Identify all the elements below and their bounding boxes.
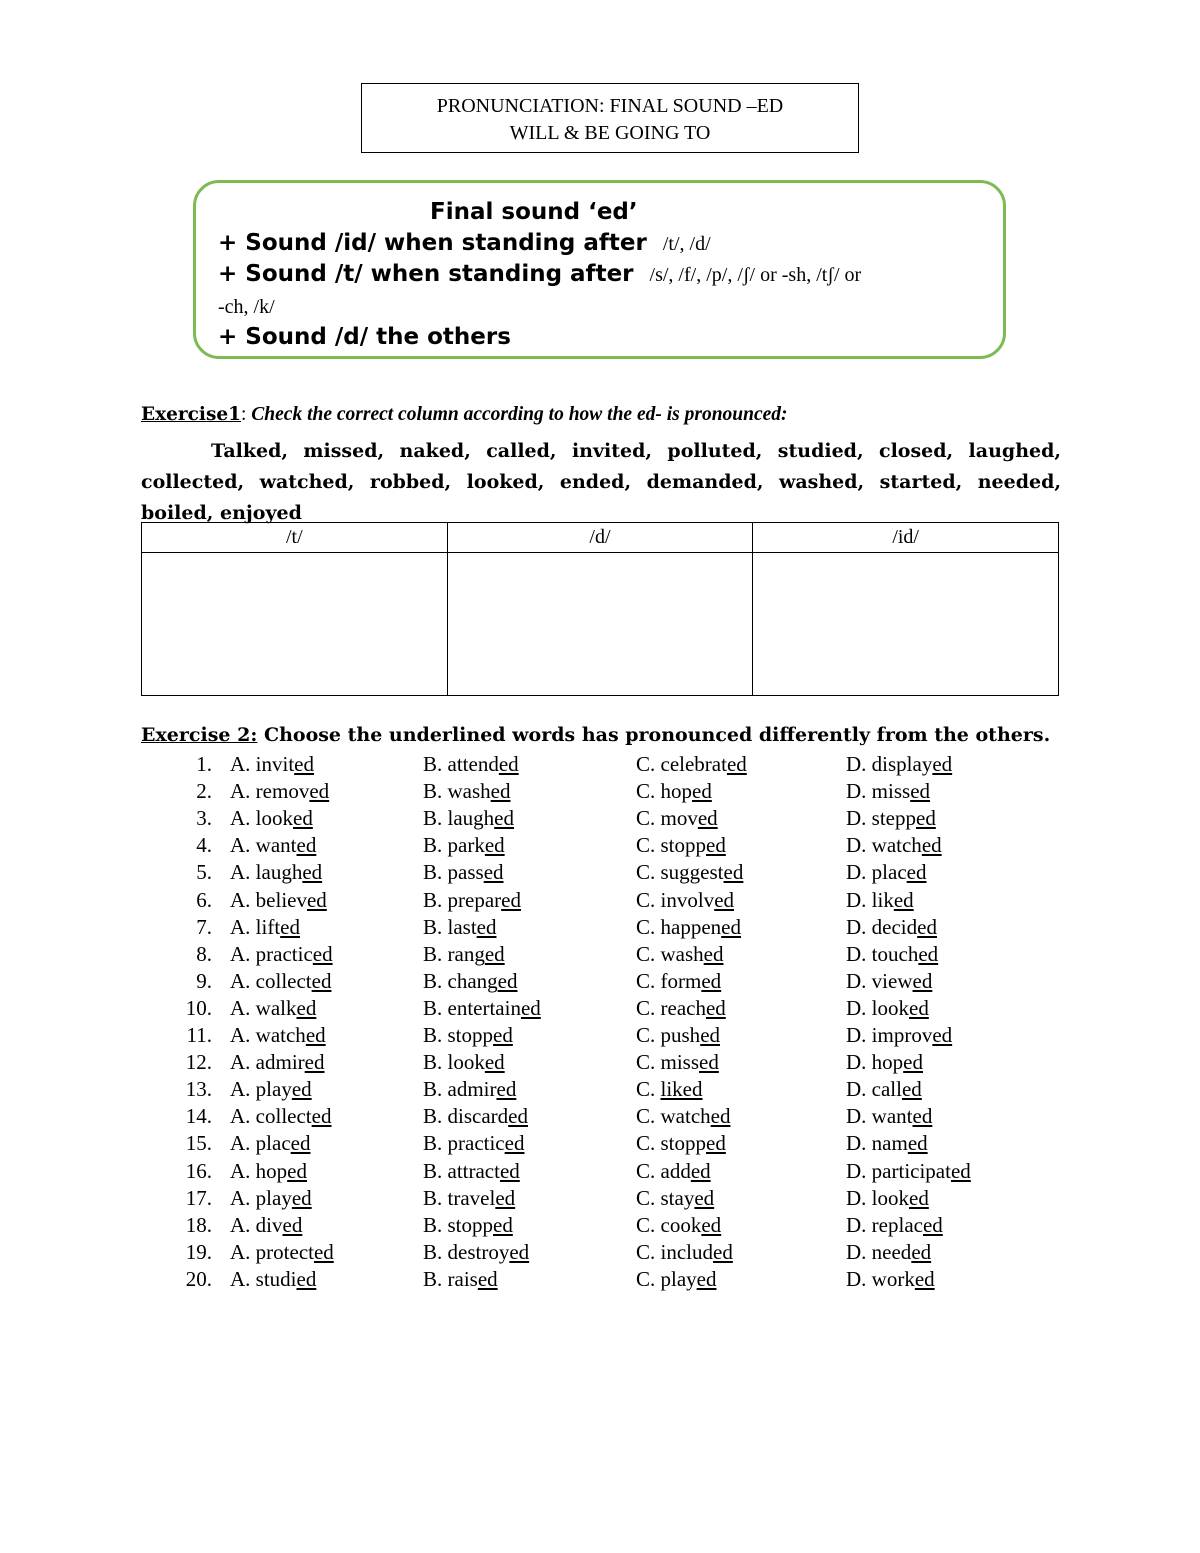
- underlined-part: ed: [498, 752, 519, 776]
- option-d[interactable]: [846, 942, 938, 967]
- underlined-part: ed: [721, 914, 741, 939]
- option-b[interactable]: [423, 752, 519, 777]
- option-text: A. admir: [230, 1050, 305, 1075]
- underlined-part: ed: [493, 1023, 513, 1047]
- underlined-part: ed: [700, 1023, 721, 1047]
- underlined-part: ed: [499, 1158, 520, 1183]
- question-number: 12.: [185, 1050, 212, 1075]
- option-d[interactable]: [846, 860, 926, 885]
- option-text: B. admir: [423, 1077, 497, 1102]
- underlined-part: ed: [497, 968, 518, 993]
- option-c[interactable]: [636, 1159, 711, 1184]
- exercise2-label: Exercise 2:: [141, 724, 258, 746]
- underlined-part: ed: [705, 995, 726, 1020]
- option-text: B. stopp: [423, 1212, 494, 1237]
- option-d[interactable]: [846, 1267, 935, 1292]
- underlined-part: ed: [909, 1185, 929, 1210]
- option-text: C. reach: [636, 995, 706, 1020]
- exercise2-instruction: Choose the underlined words has pronounced differently from the others.: [257, 724, 1051, 746]
- option-a[interactable]: [230, 752, 314, 777]
- option-b[interactable]: [423, 1267, 498, 1292]
- option-text: C. stay: [636, 1185, 695, 1210]
- underlined-part: ed: [302, 860, 323, 885]
- rules-box: [193, 180, 1006, 359]
- option-b[interactable]: [423, 888, 521, 913]
- option-text: C. happen: [636, 914, 722, 939]
- option-text: D. look: [846, 1185, 909, 1210]
- option-text: B. attract: [423, 1158, 500, 1183]
- rule-t: [218, 261, 861, 287]
- option-a[interactable]: [230, 1131, 310, 1156]
- option-c[interactable]: [636, 969, 721, 994]
- exercise2-heading: [141, 724, 1050, 746]
- underlined-part: ed: [484, 941, 505, 966]
- option-text: D. want: [846, 1104, 913, 1129]
- option-a[interactable]: [230, 1050, 324, 1075]
- question-number: 1.: [196, 752, 212, 776]
- option-c[interactable]: [636, 1050, 719, 1075]
- underlined-part: ed: [501, 887, 521, 912]
- underlined-part: ed: [690, 1158, 711, 1183]
- option-a[interactable]: [230, 1240, 334, 1265]
- option-a[interactable]: [230, 1077, 312, 1102]
- option-text: D. plac: [846, 860, 907, 885]
- option-b[interactable]: [423, 1213, 513, 1238]
- underlined-part: ed: [921, 833, 942, 858]
- exercise1-heading: [141, 404, 788, 426]
- option-a[interactable]: [230, 969, 331, 994]
- underlined-part: ed: [291, 1077, 312, 1102]
- underlined-part: ed: [701, 1212, 722, 1237]
- option-b[interactable]: [423, 1240, 529, 1265]
- option-b[interactable]: [423, 779, 511, 804]
- underlined-part: ed: [692, 779, 712, 804]
- underlined-part: ed: [701, 968, 722, 993]
- answer-cell-id[interactable]: [753, 553, 1059, 696]
- option-text: C. play: [636, 1266, 697, 1291]
- underlined-part: ed: [296, 833, 317, 858]
- option-text: A. plac: [230, 1131, 291, 1156]
- option-c[interactable]: [636, 833, 726, 858]
- answer-cell-d[interactable]: [447, 553, 753, 696]
- option-text: B. rang: [423, 941, 485, 966]
- underlined-part: ed: [311, 1104, 332, 1129]
- option-c[interactable]: [636, 1023, 720, 1048]
- title-line-2: WILL & BE GOING TO: [509, 122, 711, 144]
- underlined-part: ed: [726, 752, 747, 776]
- question-number: 2.: [196, 779, 212, 804]
- option-d[interactable]: [846, 1240, 931, 1265]
- option-c[interactable]: [636, 1267, 717, 1292]
- rule-t-text: + Sound /t/ when standing after: [218, 261, 634, 287]
- underlined-part: ed: [906, 860, 927, 885]
- underlined-part: ed: [950, 1158, 971, 1183]
- option-d[interactable]: [846, 1077, 922, 1102]
- option-b[interactable]: [423, 806, 514, 831]
- option-text: B. stopp: [423, 1023, 494, 1047]
- underlined-part: ed: [296, 1266, 317, 1291]
- underlined-part: ed: [484, 833, 505, 858]
- option-a[interactable]: [230, 860, 322, 885]
- rule-t-sounds: /s/, /f/, /p/, /ʃ/ or -sh, /tʃ/ or: [649, 264, 862, 286]
- option-text: C. involv: [636, 887, 715, 912]
- option-text: A. want: [230, 833, 297, 858]
- option-d[interactable]: [846, 1131, 928, 1156]
- option-d[interactable]: [846, 833, 942, 858]
- underlined-part: ed: [483, 860, 504, 885]
- underlined-part: ed: [508, 1104, 528, 1129]
- option-text: B. wash: [423, 779, 491, 804]
- option-text: A. div: [230, 1212, 283, 1237]
- underlined-part: ed: [504, 1131, 525, 1156]
- question-number: 20.: [185, 1266, 212, 1291]
- option-text: D. view: [846, 968, 913, 993]
- option-b[interactable]: [423, 915, 497, 940]
- option-d[interactable]: [846, 1104, 932, 1129]
- option-text: C. add: [636, 1158, 691, 1183]
- underlined-part: ed: [306, 887, 327, 912]
- rule-id-sounds: /t/, /d/: [662, 233, 711, 255]
- option-c[interactable]: [636, 860, 743, 885]
- underlined-part: ed: [699, 1050, 719, 1075]
- question-number: 19.: [185, 1239, 212, 1264]
- option-text: A. protect: [230, 1239, 314, 1264]
- underlined-part: ed: [911, 1239, 932, 1264]
- option-text: B. look: [423, 1050, 485, 1075]
- option-text: C. wash: [636, 941, 704, 966]
- underlined-part: ed: [304, 1050, 325, 1075]
- option-b[interactable]: [423, 1104, 528, 1129]
- option-text: C. hop: [636, 779, 693, 804]
- question-number: 13.: [185, 1077, 212, 1102]
- option-b[interactable]: [423, 1077, 516, 1102]
- option-c[interactable]: [636, 888, 734, 913]
- question-number: 4.: [196, 833, 212, 858]
- option-text: C. stopp: [636, 1131, 707, 1156]
- underlined-part: ed: [287, 1158, 307, 1183]
- column-header-d: /d/: [447, 523, 753, 553]
- option-a[interactable]: [230, 996, 316, 1021]
- option-text: B. discard: [423, 1104, 509, 1129]
- underlined-part: ed: [282, 1212, 303, 1237]
- underlined-part: ed: [903, 1050, 923, 1075]
- underlined-part: ed: [723, 860, 744, 885]
- option-text: A. invit: [230, 752, 295, 776]
- option-text: A. believ: [230, 887, 307, 912]
- option-b[interactable]: [423, 1131, 524, 1156]
- option-text: D. miss: [846, 779, 911, 804]
- option-text: D. work: [846, 1266, 915, 1291]
- underlined-part: ed: [496, 1077, 517, 1102]
- option-text: B. pass: [423, 860, 484, 885]
- underlined-part: ed: [290, 1131, 311, 1156]
- option-a[interactable]: [230, 1023, 326, 1048]
- option-b[interactable]: [423, 1186, 515, 1211]
- option-text: D. touch: [846, 941, 919, 966]
- option-text: C. stopp: [636, 833, 707, 858]
- option-d[interactable]: [846, 915, 937, 940]
- option-a[interactable]: [230, 1186, 312, 1211]
- option-a[interactable]: [230, 915, 300, 940]
- option-d[interactable]: [846, 1186, 929, 1211]
- underlined-part: ed: [484, 1050, 505, 1075]
- option-a[interactable]: [230, 779, 329, 804]
- option-d[interactable]: [846, 969, 932, 994]
- option-text: D. replac: [846, 1212, 923, 1237]
- rule-d: + Sound /d/ the others: [218, 324, 511, 350]
- underlined-part: ed: [917, 914, 937, 939]
- option-c[interactable]: [636, 996, 726, 1021]
- question-number: 6.: [196, 887, 212, 912]
- option-text: B. attend: [423, 752, 499, 776]
- question-number: 17.: [185, 1185, 212, 1210]
- option-b[interactable]: [423, 860, 504, 885]
- question-number: 16.: [185, 1158, 212, 1183]
- underlined-part: ed: [932, 1023, 953, 1047]
- option-text: B. entertain: [423, 995, 521, 1020]
- option-text: D. nam: [846, 1131, 908, 1156]
- option-b[interactable]: [423, 833, 505, 858]
- option-text: A. laugh: [230, 860, 303, 885]
- question-number: 9.: [196, 968, 212, 993]
- underlined-part: liked: [660, 1077, 703, 1102]
- option-d[interactable]: [846, 1213, 943, 1238]
- underlined-part: ed: [509, 1239, 530, 1264]
- rule-t-continuation: -ch, /k/: [218, 296, 275, 318]
- underlined-part: ed: [495, 1185, 516, 1210]
- option-c[interactable]: [636, 752, 747, 777]
- option-b[interactable]: [423, 1050, 505, 1075]
- question-number: 3.: [196, 806, 212, 831]
- underlined-part: ed: [918, 941, 939, 966]
- option-text: A. practic: [230, 941, 313, 966]
- question-number: 7.: [196, 914, 212, 939]
- option-text: C. includ: [636, 1239, 713, 1264]
- option-text: B. rais: [423, 1266, 478, 1291]
- underlined-part: ed: [313, 1239, 334, 1264]
- option-text: D. watch: [846, 833, 922, 858]
- option-text: D. participat: [846, 1158, 951, 1183]
- option-text: B. chang: [423, 968, 498, 993]
- option-text: C.: [636, 1077, 661, 1102]
- option-c[interactable]: [636, 779, 712, 804]
- question-number: 8.: [196, 941, 212, 966]
- rule-id-text: + Sound /id/ when standing after: [218, 230, 647, 256]
- option-a[interactable]: [230, 1213, 302, 1238]
- option-a[interactable]: [230, 888, 327, 913]
- option-c[interactable]: [636, 806, 718, 831]
- option-c[interactable]: [636, 1240, 733, 1265]
- underlined-part: ed: [309, 779, 330, 804]
- exercise1-instruction: Check the correct column according to how the ed- is pronounced:: [251, 404, 788, 425]
- option-a[interactable]: [230, 1159, 307, 1184]
- underlined-part: ed: [932, 752, 953, 776]
- underlined-part: ed: [494, 806, 514, 831]
- option-text: D. lik: [846, 887, 894, 912]
- option-b[interactable]: [423, 1159, 520, 1184]
- option-text: D. need: [846, 1239, 912, 1264]
- underlined-part: ed: [280, 914, 300, 939]
- underlined-part: ed: [291, 1185, 312, 1210]
- underlined-part: ed: [706, 1131, 726, 1156]
- exercise1-label: Exercise1: [141, 404, 241, 425]
- option-text: D. stepp: [846, 806, 916, 831]
- underlined-part: ed: [703, 941, 724, 966]
- question-number: 5.: [196, 860, 212, 885]
- option-text: B. last: [423, 914, 477, 939]
- underlined-part: ed: [490, 779, 511, 804]
- option-text: C. watch: [636, 1104, 711, 1129]
- option-text: D. improv: [846, 1023, 933, 1047]
- underlined-part: ed: [477, 1266, 498, 1291]
- underlined-part: ed: [305, 1023, 326, 1047]
- question-number: 10.: [185, 995, 212, 1020]
- sorting-table: [141, 522, 1059, 696]
- underlined-part: ed: [696, 1266, 717, 1291]
- option-text: B. laugh: [423, 806, 495, 831]
- underlined-part: ed: [294, 752, 314, 776]
- option-text: A. play: [230, 1185, 292, 1210]
- option-d[interactable]: [846, 1159, 971, 1184]
- underlined-part: ed: [493, 1212, 513, 1237]
- option-text: A. play: [230, 1077, 292, 1102]
- underlined-part: ed: [912, 1104, 933, 1129]
- underlined-part: ed: [293, 806, 313, 831]
- option-text: A. look: [230, 806, 293, 831]
- option-c[interactable]: [636, 1077, 703, 1102]
- column-header-t: /t/: [142, 523, 448, 553]
- question-number: 11.: [186, 1023, 212, 1047]
- option-c[interactable]: [636, 1186, 714, 1211]
- option-text: A. collect: [230, 968, 312, 993]
- underlined-part: ed: [697, 806, 718, 831]
- option-d[interactable]: [846, 1050, 923, 1075]
- option-text: D. call: [846, 1077, 902, 1102]
- option-text: B. travel: [423, 1185, 496, 1210]
- option-c[interactable]: [636, 1213, 721, 1238]
- option-text: B. prepar: [423, 887, 502, 912]
- title-box: [361, 83, 859, 153]
- question-number: 15.: [185, 1131, 212, 1156]
- option-text: C. form: [636, 968, 702, 993]
- option-text: C. suggest: [636, 860, 724, 885]
- title-line-1: PRONUNCIATION: FINAL SOUND –ED: [436, 95, 784, 117]
- rules-heading: Final sound ‘ed’: [430, 199, 638, 225]
- option-c[interactable]: [636, 915, 741, 940]
- underlined-part: ed: [311, 968, 332, 993]
- underlined-part: ed: [694, 1185, 715, 1210]
- answer-cell-t[interactable]: [142, 553, 448, 696]
- option-text: D. look: [846, 995, 909, 1020]
- option-text: C. celebrat: [636, 752, 727, 776]
- underlined-part: ed: [312, 941, 333, 966]
- option-b[interactable]: [423, 996, 541, 1021]
- option-text: D. hop: [846, 1050, 904, 1075]
- underlined-part: ed: [296, 995, 317, 1020]
- exercise1-word-list: Talked, missed, naked, called, invited, polluted, studied, closed, laughed, collected, watched, robbed, looked, ended, demanded, washed, started, needed, boiled, enjoyed: [141, 440, 1061, 524]
- option-b[interactable]: [423, 942, 505, 967]
- option-a[interactable]: [230, 1104, 331, 1129]
- option-b[interactable]: [423, 969, 517, 994]
- option-d[interactable]: [846, 888, 914, 913]
- option-d[interactable]: [846, 996, 929, 1021]
- option-text: B. destroy: [423, 1239, 510, 1264]
- option-text: A. remov: [230, 779, 310, 804]
- option-text: D. display: [846, 752, 933, 776]
- underlined-part: ed: [710, 1104, 731, 1129]
- option-text: C. cook: [636, 1212, 702, 1237]
- underlined-part: ed: [907, 1131, 928, 1156]
- option-d[interactable]: [846, 752, 952, 777]
- option-text: A. lift: [230, 914, 281, 939]
- underlined-part: ed: [520, 995, 541, 1020]
- option-text: C. miss: [636, 1050, 700, 1075]
- exercise1-sep: :: [241, 404, 247, 425]
- option-text: C. mov: [636, 806, 698, 831]
- option-c[interactable]: [636, 942, 724, 967]
- underlined-part: ed: [901, 1077, 922, 1102]
- option-a[interactable]: [230, 942, 333, 967]
- option-c[interactable]: [636, 1104, 730, 1129]
- question-number: 14.: [185, 1104, 212, 1129]
- option-text: A. studi: [230, 1266, 297, 1291]
- option-c[interactable]: [636, 1131, 726, 1156]
- option-text: C. push: [636, 1023, 701, 1047]
- option-text: A. hop: [230, 1158, 288, 1183]
- underlined-part: ed: [910, 779, 931, 804]
- underlined-part: ed: [714, 887, 735, 912]
- underlined-part: ed: [922, 1212, 943, 1237]
- option-d[interactable]: [846, 806, 936, 831]
- underlined-part: ed: [912, 968, 933, 993]
- option-b[interactable]: [423, 1023, 513, 1048]
- option-text: A. walk: [230, 995, 297, 1020]
- option-text: A. collect: [230, 1104, 312, 1129]
- rule-id: [218, 230, 711, 256]
- underlined-part: ed: [476, 914, 497, 939]
- underlined-part: ed: [909, 995, 929, 1020]
- underlined-part: ed: [706, 833, 726, 858]
- underlined-part: ed: [713, 1239, 733, 1264]
- option-text: D. decid: [846, 914, 918, 939]
- underlined-part: ed: [916, 806, 936, 831]
- option-a[interactable]: [230, 833, 316, 858]
- option-a[interactable]: [230, 1267, 316, 1292]
- question-number: 18.: [185, 1212, 212, 1237]
- option-a[interactable]: [230, 806, 313, 831]
- option-text: B. practic: [423, 1131, 505, 1156]
- option-text: A. watch: [230, 1023, 306, 1047]
- option-text: B. park: [423, 833, 485, 858]
- option-d[interactable]: [846, 1023, 952, 1048]
- option-d[interactable]: [846, 779, 930, 804]
- underlined-part: ed: [914, 1266, 935, 1291]
- column-header-id: /id/: [753, 523, 1059, 553]
- underlined-part: ed: [893, 887, 914, 912]
